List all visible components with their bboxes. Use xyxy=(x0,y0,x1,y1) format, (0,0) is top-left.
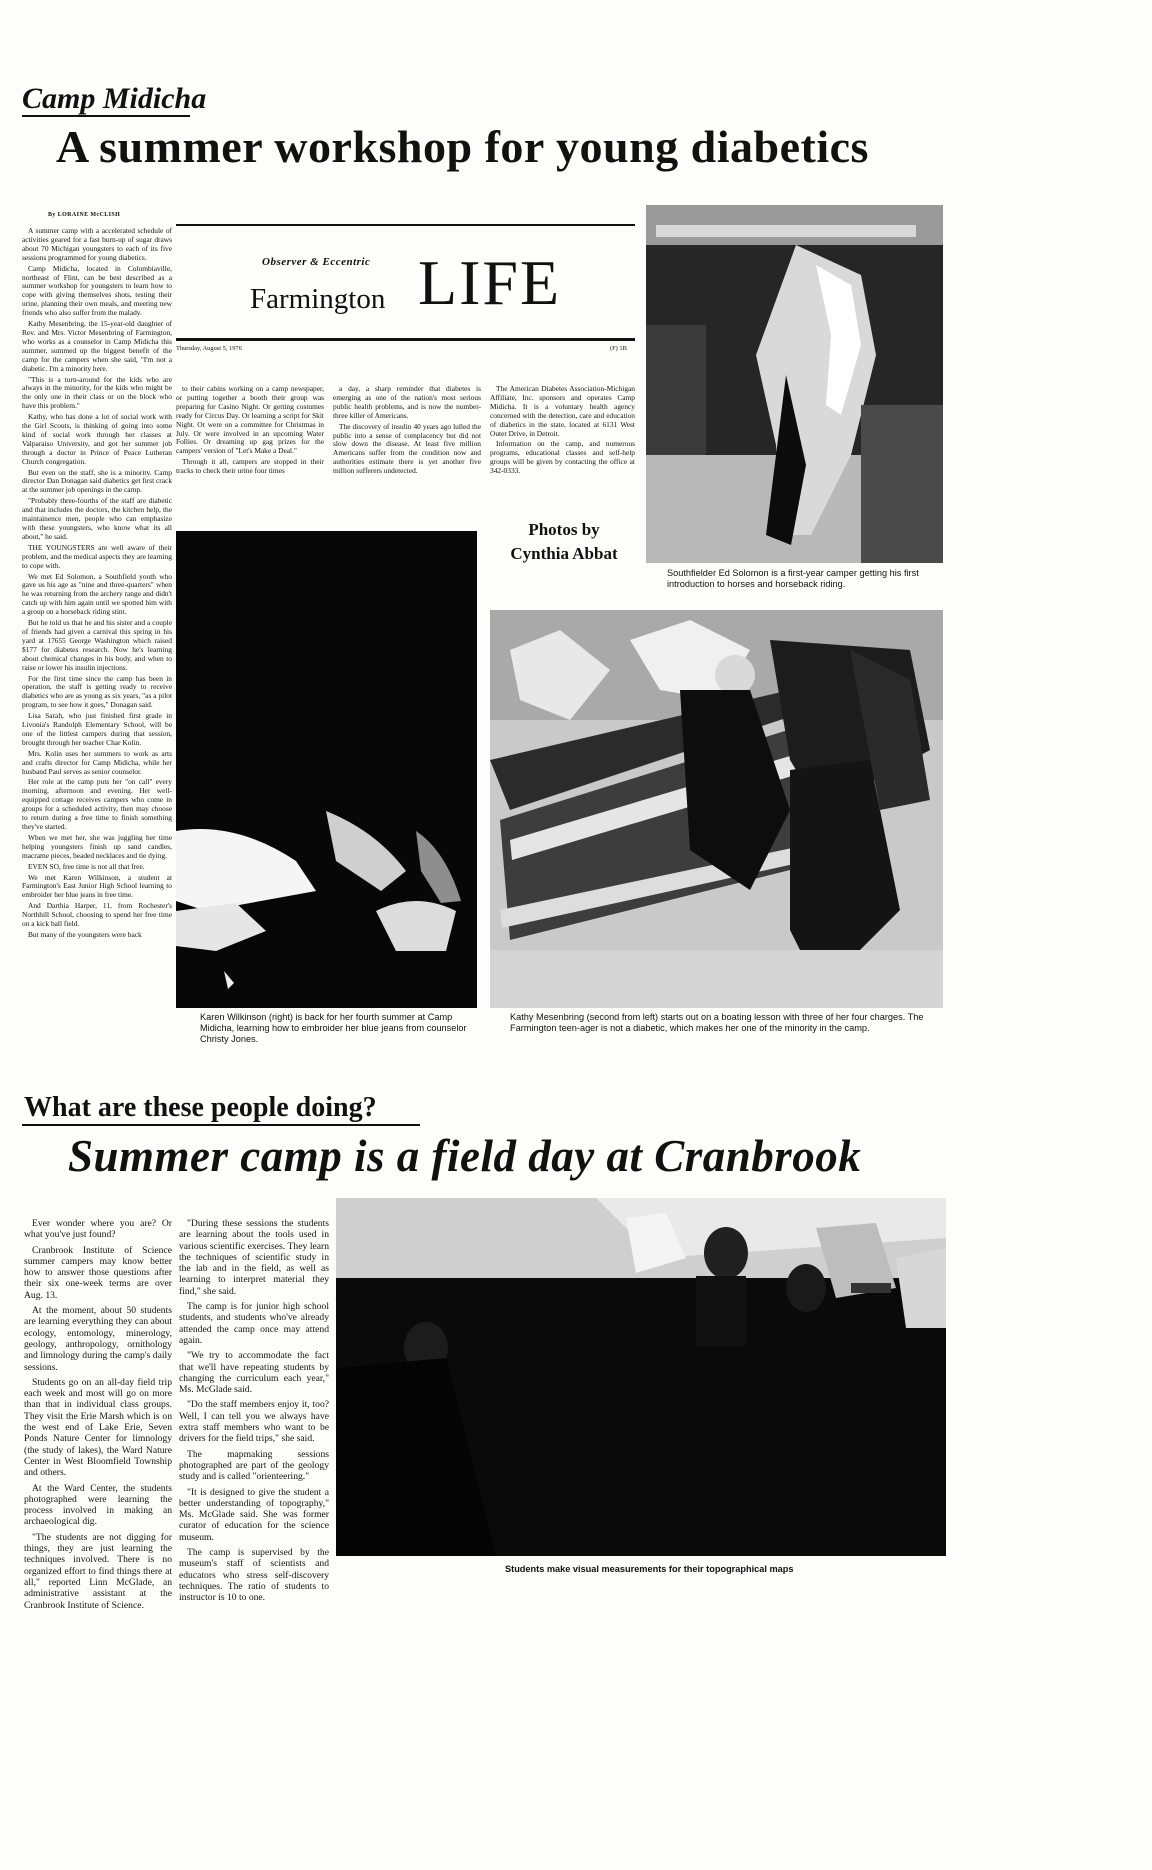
caption-kathy-mesenbring: Kathy Mesenbring (second from left) starts out on a boating lesson with three of her four charges. The Farmington teen-ager is not a diabetic, which makes her one of the minority in the camp. xyxy=(510,1012,924,1033)
article-paragraph: Through it all, campers are stopped in their tracks to check their urine four times xyxy=(176,457,324,476)
article-paragraph: "It is designed to give the student a better understanding of topography," Ms. McGlade said. She was former curator of education for the science museum. xyxy=(179,1486,329,1543)
boating-photo-art xyxy=(490,610,943,1008)
article-paragraph: EVEN SO, free time is not all that free. xyxy=(28,861,145,871)
article-paragraph: THE YOUNGSTERS are well aware of their problem, and the medical aspects they are learning to cope with. xyxy=(22,542,172,570)
article-paragraph: The discovery of insulin 40 years ago lulled the public into a sense of complacency but did not slow down the disease. At least five million Americans suffer from the condition now and authorities estimate there is yet another five million sufferers undetected. xyxy=(333,421,481,476)
horse-photo-art xyxy=(646,205,943,563)
article-paragraph: The camp is for junior high school students, and students who've already attended the camp once may attend again. xyxy=(179,1301,329,1346)
kicker-what-are-these-people-doing: What are these people doing? xyxy=(24,1092,377,1123)
embroidery-photo-art xyxy=(176,531,477,1008)
photo-cranbrook-students xyxy=(336,1198,946,1556)
article-column-3 xyxy=(333,385,481,478)
photo-kathy-boating xyxy=(490,610,943,1008)
masthead-city: Farmington xyxy=(250,283,386,315)
photo-karen-wilkinson xyxy=(176,531,477,1008)
article-paragraph: "During these sessions the students are learning about the tools used in various scientific exercises. They learn the techniques of scientific study in the lab and in the field, as well as learning to interpret material they find," she said. xyxy=(179,1218,329,1297)
caption-ed-solomon: Southfielder Ed Solomon is a first-year camper getting his first introduction to horses and horseback riding. xyxy=(667,568,919,589)
article-paragraph: The American Diabetes Association-Michigan Affiliate, Inc. sponsors and operates Camp Midicha. It is a voluntary health agency concerned with the detection, care and education of diabetics in the state, located at 6131 West Outer Drive, in Detroit. xyxy=(490,384,635,438)
article-paragraph: But he told us that he and his sister and a couple of friends had given a carnival this spring in his yard at 17655 George Washington which raised $177 for diabetes research. Now he's learning about chemical changes in his body, and when to raise or lower his insulin injections. xyxy=(22,618,172,672)
article-paragraph: a day, a sharp reminder that diabetes is emerging as one of the nation's most serious public health problems, and is now the number-three killer of Americans. xyxy=(333,384,481,420)
article-paragraph: Students go on an all-day field trip each week and most will go on more than that in individual class groups. They visit the Erie Marsh which is on the west end of Lake Erie, Seven Ponds Nature Center for limnology (the study of lakes), the Ward Nature Center in West Bloomfield Township and others. xyxy=(24,1376,172,1479)
article-paragraph: Camp Midicha, located in Columbiaville, northeast of Flint, can be best described as a summer workshop for youngsters to learn how to cope with giving themselves shots, testing their urine, planning their own meals, and meeting new friends who also suffer from the malady. xyxy=(22,263,172,318)
byline: By LORAINE McCLISH xyxy=(48,212,121,218)
article-column-1 xyxy=(22,227,172,1060)
article-paragraph: Lisa Sarah, who just finished first grade in Livonia's Randolph Elementary School, will be one of the littlest campers during that session, brought through her teacher Char Kolin. xyxy=(22,711,172,747)
article-paragraph: We met Ed Solomon, a Southfield youth who gave us his age as "nine and three-quarters" when he was returning from the archery range and didn't catch up with him again until we spotted him with a group on a horseback riding stint. xyxy=(22,571,172,617)
masthead-bottom-rule xyxy=(176,338,635,341)
cranbrook-column-1 xyxy=(24,1218,172,1615)
masthead-top-rule xyxy=(176,224,635,226)
photo-credit xyxy=(494,518,634,566)
article-column-4 xyxy=(490,385,635,478)
photo-ed-solomon-horse xyxy=(646,205,943,563)
article-paragraph: Cranbrook Institute of Science summer campers may know better how to answer those questions after their six one-week terms are over Aug. 13. xyxy=(24,1244,172,1301)
article-paragraph: "Probably three-fourths of the staff are diabetic and that includes the doctors, the kitchen help, the maintainence men, people who can emphasize with these youngsters, who know what its all about," he said. xyxy=(22,496,172,541)
article-paragraph: But many of the youngsters were back xyxy=(28,929,142,939)
article-paragraph: For the first time since the camp has been in operation, the staff is getting ready to receive diabetics who are as young as six years, "as a pilot program, to see how it goes," Donagan said. xyxy=(22,673,172,710)
photo-credit-label: Photos by xyxy=(528,520,600,539)
cranbrook-photo-art xyxy=(336,1198,946,1556)
caption-karen-wilkinson: Karen Wilkinson (right) is back for her fourth summer at Camp Midicha, learning how to embroider her blue jeans from counselor Christy Jones. xyxy=(200,1012,467,1044)
article-paragraph: Kathy, who has done a lot of social work with the Girl Scouts, is thinking of going into some kind of social work through her classes at Valparaiso University, and got her summer job through a doctor in Prince of Peace Lutheran Church congregation. xyxy=(22,412,172,466)
kicker-underline-2 xyxy=(22,1124,420,1126)
article-paragraph: Her role at the camp puts her "on call" every morning, afternoon and evening. Her well-equipped cottage receives campers who come in groups for a scheduled activity, then may choose to return during a free time to finish something they've started. xyxy=(22,777,172,831)
masthead-section: LIFE xyxy=(418,247,562,318)
photo-credit-name: Cynthia Abbat xyxy=(510,544,618,563)
article-paragraph: When we met her, she was juggling her time helping youngsters finish up sand candles, macrame pieces, beaded necklaces and tie dying. xyxy=(22,832,172,860)
article-paragraph: "We try to accommodate the fact that we'll have repeating students by changing the curriculum each year," Ms. McGlade said. xyxy=(179,1350,329,1396)
article-paragraph: The mapmaking sessions photographed are part of the geology study and is called "orienteering." xyxy=(179,1448,329,1483)
article-column-2 xyxy=(176,385,324,478)
kicker-camp-midicha: Camp Midicha xyxy=(22,82,207,115)
article-paragraph: Kathy Mesenbring, the 15-year-old daughter of Rev. and Mrs. Victor Mesenbring of Farmington, who works as a counselor in Camp Midicha this summer, summed up the biggest benefit of the camp for the campers when she said, "I'm not a diabetic. I'm a minority here. xyxy=(22,319,172,373)
article-paragraph: Ever wonder where you are? Or what you've just found? xyxy=(24,1218,172,1241)
article-paragraph: We met Karen Wilkinson, a student at Farmington's East Junior High School learning to embroider her blue jeans in free time. xyxy=(22,872,172,900)
cranbrook-column-2 xyxy=(179,1218,329,1608)
dateline: Thursday, August 5, 1976 xyxy=(176,345,242,352)
kicker-underline xyxy=(22,115,190,117)
article-paragraph: "This is a turn-around for the kids who are always in the minority, for the kids who might be the only one in their class or on the block who have this problem." xyxy=(22,374,172,411)
article-paragraph: "The students are not digging for things, they are just learning the techniques involved. There is no organized effort to find things there at all," reported Linn McGlade, an administrative assistant at the Cranbrook Institute of Science. xyxy=(24,1531,172,1611)
article-paragraph: "Do the staff members enjoy it, too? Well, I can tell you we always have extra staff members who want to be drivers for the field trips," she said. xyxy=(179,1399,329,1445)
headline-cranbrook: Summer camp is a field day at Cranbrook xyxy=(68,1131,862,1181)
article-paragraph: to their cabins working on a camp newspaper, or putting together a booth their group was preparing for Casino Night. Or getting costumes ready for Circus Day. Or learning a script for Skit Night. Or were on a committee for Christmas in July. Or were involved in an upcoming Water Follies. Or dreaming up gag prizes for the campers' version of "Let's Make a Deal." xyxy=(176,384,324,456)
page-number: (F) 1B xyxy=(610,345,627,352)
article-paragraph: The camp is supervised by the museum's staff of scientists and educators who stress self-discovery techniques. The ratio of students to instructor is 10 to one. xyxy=(179,1547,329,1604)
article-paragraph: A summer camp with a accelerated schedule of activities geared for a fast burn-up of sugar draws about 70 Michigan youngsters to each of its five sessions programmed for young diabetics. xyxy=(22,227,172,262)
article-paragraph: But even on the staff, she is a minority. Camp director Dan Donagan said diabetics get first crack at the summer job openings in the camp. xyxy=(22,467,172,495)
article-paragraph: At the Ward Center, the students photographed were learning the process involved in making an archaeological dig. xyxy=(24,1482,172,1528)
article-paragraph: At the moment, about 50 students are learning everything they can about ecology, entomology, minerology, geology, anthropology, ornithology and limnology during the camp's daily sessions. xyxy=(24,1305,172,1373)
headline-diabetics: A summer workshop for young diabetics xyxy=(56,121,869,172)
article-paragraph: And Darthia Harper, 11, from Rochester's Northhill School, choosing to spend her free time on a kick ball field. xyxy=(22,901,172,929)
article-paragraph: Information on the camp, and numerous programs, educational classes and self-help groups will be given by contacting the office at 342-0333. xyxy=(490,439,635,476)
article-paragraph: Mrs. Kolin uses her summers to work as arts and crafts director for Camp Midicha, while her husband Paul serves as senior counselor. xyxy=(22,748,172,776)
masthead-paper-name: Observer & Eccentric xyxy=(262,256,371,268)
caption-cranbrook: Students make visual measurements for their topographical maps xyxy=(505,1564,794,1574)
